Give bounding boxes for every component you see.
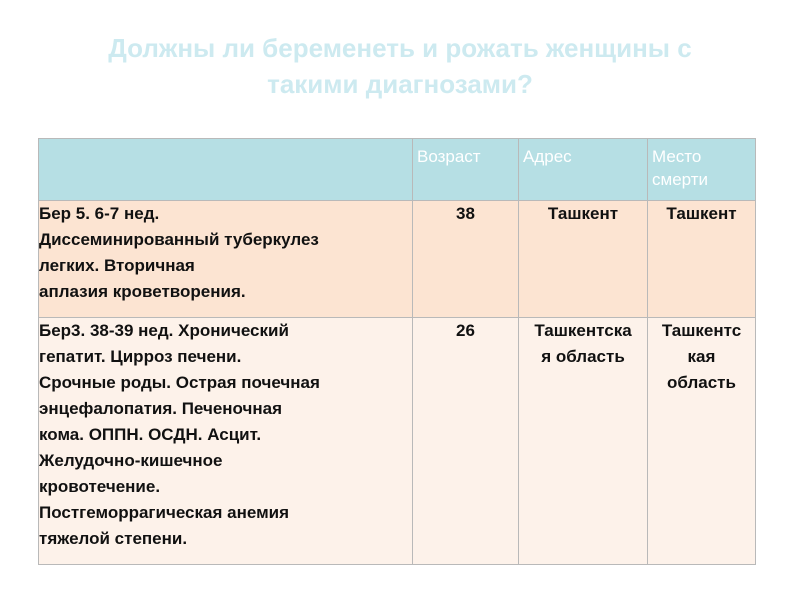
table-row (39, 318, 756, 565)
diagnosis-line: Желудочно-кишечное (39, 451, 223, 470)
diagnosis-cell (39, 201, 413, 318)
death-place-line: Ташкент (666, 204, 737, 223)
diagnosis-cell (39, 318, 413, 565)
diagnosis-line: Бер 5. 6-7 нед. (39, 204, 160, 223)
header-place-of-death-line-1: Место (652, 147, 702, 166)
death-place-cell (648, 201, 756, 318)
age-cell (413, 318, 519, 565)
address-line: Ташкентска (534, 321, 632, 340)
table-row (39, 201, 756, 318)
header-place-of-death (648, 139, 756, 201)
diagnosis-line: Бер3. 38-39 нед. Хронический (39, 321, 289, 340)
death-place-line: кая (687, 347, 716, 366)
header-address: Адрес (519, 139, 648, 201)
diagnosis-line: Срочные роды. Острая почечная (39, 373, 320, 392)
age-cell (413, 201, 519, 318)
diagnosis-line: Диссеминированный туберкулез (39, 230, 319, 249)
diagnosis-line: кома. ОППН. ОСДН. Асцит. (39, 425, 262, 444)
header-place-of-death-line-2: смерти (652, 170, 709, 189)
slide-title-line-1: Должны ли беременеть и рожать женщины с (108, 33, 692, 63)
age-value: 26 (456, 321, 475, 340)
diagnosis-line: тяжелой степени. (39, 529, 188, 548)
diagnosis-line: энцефалопатия. Печеночная (39, 399, 283, 418)
address-cell (519, 201, 648, 318)
address-cell (519, 318, 648, 565)
slide-title (0, 30, 800, 102)
diagnosis-line: кровотечение. (39, 477, 161, 496)
header-age: Возраст (413, 139, 519, 201)
age-value: 38 (456, 204, 475, 223)
diagnosis-line: гепатит. Цирроз печени. (39, 347, 242, 366)
table-header-row (39, 139, 756, 201)
diagnosis-line: легких. Вторичная (39, 256, 195, 275)
diagnosis-line: Постгеморрагическая анемия (39, 503, 290, 522)
slide-title-line-2: такими диагнозами? (267, 69, 533, 99)
death-place-line: Ташкентс (661, 321, 742, 340)
address-line: Ташкент (547, 204, 619, 223)
address-line: я область (541, 347, 625, 366)
death-place-line: область (667, 373, 736, 392)
diagnosis-line: аплазия кроветворения. (39, 282, 246, 301)
header-empty (39, 139, 413, 201)
death-place-cell (648, 318, 756, 565)
diagnosis-table (38, 138, 756, 565)
